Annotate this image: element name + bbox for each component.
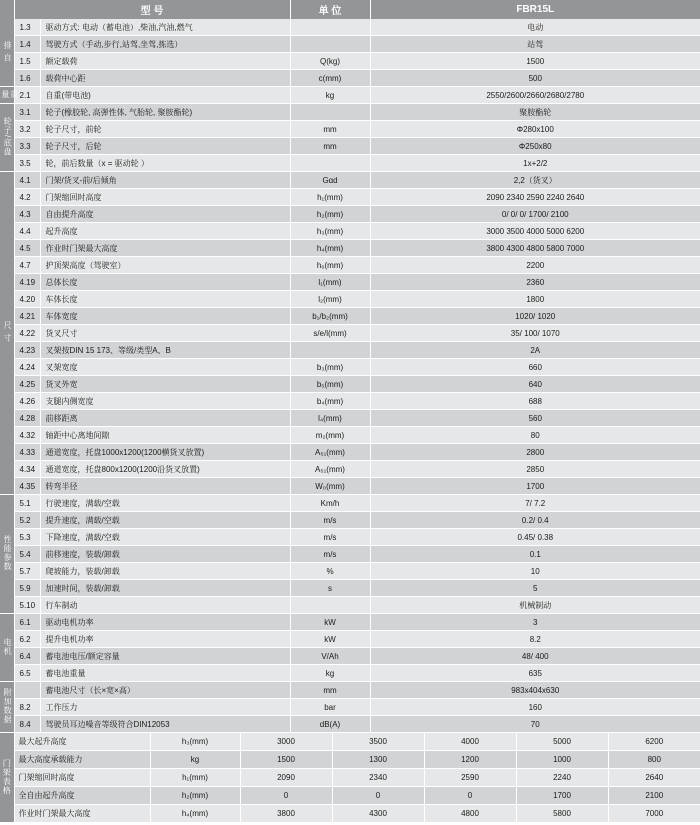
row-number: 4.21 — [14, 308, 40, 325]
table-row — [0, 155, 700, 172]
row-unit: V/Ah — [290, 648, 370, 665]
row-unit: m₂(mm) — [290, 427, 370, 444]
row-unit: m/s — [290, 546, 370, 563]
row-description: 作业时门架最大高度 — [40, 240, 290, 257]
row-description: 前移距离 — [40, 410, 290, 427]
mast-row-value: 6200 — [608, 733, 700, 751]
mast-row-value: 4000 — [424, 733, 516, 751]
mast-row-value: 2590 — [424, 769, 516, 787]
mast-table — [0, 733, 700, 823]
table-row — [0, 206, 700, 223]
row-description: 货叉尺寸 — [40, 325, 290, 342]
mast-row-unit: h₃(mm) — [150, 733, 240, 751]
row-number: 4.23 — [14, 342, 40, 359]
row-description: 自重(带电池) — [40, 87, 290, 104]
side-label-dimensions: 尺 寸 — [0, 172, 14, 495]
row-unit: l₁(mm) — [290, 274, 370, 291]
mast-table-row — [0, 733, 700, 751]
mast-row-value: 2340 — [332, 769, 424, 787]
side-label-weight2: 重量 — [0, 87, 14, 104]
header-unit: 单 位 — [290, 0, 370, 19]
row-value: 640 — [370, 376, 700, 393]
row-number: 3.5 — [14, 155, 40, 172]
row-value: 688 — [370, 393, 700, 410]
table-row — [0, 410, 700, 427]
row-value: 2090 2340 2590 2240 2640 — [370, 189, 700, 206]
row-number: 6.2 — [14, 631, 40, 648]
row-value: 80 — [370, 427, 700, 444]
row-unit: b₄(mm) — [290, 393, 370, 410]
row-value: 3000 3500 4000 5000 6200 — [370, 223, 700, 240]
row-description: 叉架按DIN 15 173、等级/类型A、B — [40, 342, 290, 359]
row-value: 0.45/ 0.38 — [370, 529, 700, 546]
row-unit: h₆(mm) — [290, 257, 370, 274]
table-row — [0, 87, 700, 104]
row-unit: kg — [290, 665, 370, 682]
row-number: 4.3 — [14, 206, 40, 223]
row-description: 蓄电池重量 — [40, 665, 290, 682]
row-unit: % — [290, 563, 370, 580]
row-description: 蓄电池尺寸（长×宽×高） — [40, 682, 290, 699]
table-row — [0, 53, 700, 70]
table-row — [0, 665, 700, 682]
row-number: 4.4 — [14, 223, 40, 240]
table-row — [0, 325, 700, 342]
row-value: 机械制动 — [370, 597, 700, 614]
row-unit — [290, 19, 370, 36]
row-number: 4.22 — [14, 325, 40, 342]
row-number: 4.5 — [14, 240, 40, 257]
row-number: 4.20 — [14, 291, 40, 308]
row-value: 500 — [370, 70, 700, 87]
table-row — [0, 104, 700, 121]
row-description: 驾驶员耳边噪音等级符合DIN12053 — [40, 716, 290, 733]
row-description: 行驶速度，满载/空载 — [40, 495, 290, 512]
row-number: 4.24 — [14, 359, 40, 376]
row-description: 轮子(橡胶轮, 高弹性体, 气胎轮, 聚胺酯轮) — [40, 104, 290, 121]
table-row — [0, 36, 700, 53]
mast-table-row — [0, 805, 700, 823]
mast-table-row — [0, 787, 700, 805]
mast-row-value: 1500 — [240, 751, 332, 769]
row-unit: h₃(mm) — [290, 223, 370, 240]
row-value: 3800 4300 4800 5800 7000 — [370, 240, 700, 257]
mast-row-value: 4300 — [332, 805, 424, 823]
row-unit — [290, 155, 370, 172]
row-unit — [290, 597, 370, 614]
row-value: 1700 — [370, 478, 700, 495]
row-number: 6.5 — [14, 665, 40, 682]
row-unit: c(mm) — [290, 70, 370, 87]
row-value: 660 — [370, 359, 700, 376]
mast-row-value: 0 — [240, 787, 332, 805]
row-value: 2850 — [370, 461, 700, 478]
row-value: 8.2 — [370, 631, 700, 648]
row-value: 983x404x630 — [370, 682, 700, 699]
row-number — [14, 682, 40, 699]
row-unit: mm — [290, 121, 370, 138]
side-label-bottom: 门架表格 — [0, 733, 14, 823]
mast-row-value: 800 — [608, 751, 700, 769]
table-row — [0, 19, 700, 36]
row-number: 5.10 — [14, 597, 40, 614]
row-description: 行车制动 — [40, 597, 290, 614]
row-description: 轮子尺寸，后轮 — [40, 138, 290, 155]
mast-row-value: 0 — [332, 787, 424, 805]
row-value: Φ250x80 — [370, 138, 700, 155]
row-description: 爬坡能力，装载/卸载 — [40, 563, 290, 580]
mast-row-value: 1200 — [424, 751, 516, 769]
row-unit: m/s — [290, 529, 370, 546]
row-unit: b₁/b₂(mm) — [290, 308, 370, 325]
row-description: 驱动电机功率 — [40, 614, 290, 631]
row-number: 4.33 — [14, 444, 40, 461]
table-row — [0, 257, 700, 274]
mast-row-value: 2100 — [608, 787, 700, 805]
row-unit: h₁(mm) — [290, 189, 370, 206]
table-row — [0, 631, 700, 648]
row-number: 3.1 — [14, 104, 40, 121]
row-value: 160 — [370, 699, 700, 716]
row-unit: A₅₁(mm) — [290, 444, 370, 461]
row-description: 货叉外宽 — [40, 376, 290, 393]
row-number: 6.4 — [14, 648, 40, 665]
header-corner — [0, 0, 14, 19]
table-row — [0, 172, 700, 189]
mast-row-label: 作业时门架最大高度 — [14, 805, 150, 823]
row-unit: b₃(mm) — [290, 359, 370, 376]
table-row — [0, 274, 700, 291]
row-description: 载荷中心距 — [40, 70, 290, 87]
table-row — [0, 512, 700, 529]
row-number: 3.3 — [14, 138, 40, 155]
row-value: 3 — [370, 614, 700, 631]
mast-row-unit: kg — [150, 751, 240, 769]
row-number: 5.4 — [14, 546, 40, 563]
row-value: 电动 — [370, 19, 700, 36]
row-number: 4.19 — [14, 274, 40, 291]
row-description: 提升速度，满载/空载 — [40, 512, 290, 529]
row-value: 48/ 400 — [370, 648, 700, 665]
row-value: 2550/2600/2660/2680/2780 — [370, 87, 700, 104]
row-description: 轮子尺寸，前轮 — [40, 121, 290, 138]
row-description: 前移速度，装载/卸载 — [40, 546, 290, 563]
row-number: 5.9 — [14, 580, 40, 597]
row-number: 4.7 — [14, 257, 40, 274]
mast-row-label: 全自由起升高度 — [14, 787, 150, 805]
row-unit — [290, 36, 370, 53]
table-row — [0, 308, 700, 325]
row-unit: h₂(mm) — [290, 206, 370, 223]
row-value: 1020/ 1020 — [370, 308, 700, 325]
row-number: 6.1 — [14, 614, 40, 631]
row-value: 2,2（货叉） — [370, 172, 700, 189]
row-unit: s — [290, 580, 370, 597]
row-number: 3.2 — [14, 121, 40, 138]
row-description: 下降速度，满载/空载 — [40, 529, 290, 546]
row-description: 叉架宽度 — [40, 359, 290, 376]
table-row — [0, 461, 700, 478]
row-value: 0/ 0/ 0/ 1700/ 2100 — [370, 206, 700, 223]
mast-row-unit: h₁(mm) — [150, 769, 240, 787]
row-value: 1x+2/2 — [370, 155, 700, 172]
mast-row-value: 3500 — [332, 733, 424, 751]
mast-row-label: 最大高度承载能力 — [14, 751, 150, 769]
table-row — [0, 563, 700, 580]
mast-row-value: 1700 — [516, 787, 608, 805]
table-row — [0, 359, 700, 376]
table-row — [0, 648, 700, 665]
row-unit — [290, 342, 370, 359]
row-unit: s/e/l(mm) — [290, 325, 370, 342]
row-unit: mm — [290, 138, 370, 155]
row-unit: l₄(mm) — [290, 410, 370, 427]
table-row — [0, 121, 700, 138]
row-value: Φ280x100 — [370, 121, 700, 138]
row-description: 蓄电池电压/额定容量 — [40, 648, 290, 665]
table-row — [0, 291, 700, 308]
row-number: 4.28 — [14, 410, 40, 427]
table-row — [0, 444, 700, 461]
row-value: 0.2/ 0.4 — [370, 512, 700, 529]
row-unit: Gɑd — [290, 172, 370, 189]
row-description: 护顶架高度（驾驶室） — [40, 257, 290, 274]
row-unit: m/s — [290, 512, 370, 529]
side-label-extra: 附加数据 — [0, 682, 14, 733]
table-row — [0, 70, 700, 87]
row-value: 5 — [370, 580, 700, 597]
mast-table-row — [0, 751, 700, 769]
mast-row-value: 2640 — [608, 769, 700, 787]
row-value: 560 — [370, 410, 700, 427]
row-unit: Km/h — [290, 495, 370, 512]
row-number: 2.1 — [14, 87, 40, 104]
row-number: 4.25 — [14, 376, 40, 393]
row-value: 635 — [370, 665, 700, 682]
table-row — [0, 580, 700, 597]
row-unit: mm — [290, 682, 370, 699]
row-value: 2360 — [370, 274, 700, 291]
row-unit: kW — [290, 631, 370, 648]
table-row — [0, 240, 700, 257]
row-number: 4.32 — [14, 427, 40, 444]
row-description: 驾驶方式（手动,步行,站驾,坐驾,拣选） — [40, 36, 290, 53]
side-label-performance: 性能参数 — [0, 495, 14, 614]
row-number: 5.3 — [14, 529, 40, 546]
row-unit: kW — [290, 614, 370, 631]
row-value: 2800 — [370, 444, 700, 461]
mast-row-unit: h₄(mm) — [150, 805, 240, 823]
row-description: 轮，前后数量（x = 驱动轮 ） — [40, 155, 290, 172]
row-number: 8.2 — [14, 699, 40, 716]
table-row — [0, 682, 700, 699]
row-number: 4.35 — [14, 478, 40, 495]
table-row — [0, 546, 700, 563]
side-label-motor: 电机 — [0, 614, 14, 682]
row-value: 聚胺酯轮 — [370, 104, 700, 121]
mast-table-row — [0, 769, 700, 787]
mast-row-value: 1300 — [332, 751, 424, 769]
row-value: 站驾 — [370, 36, 700, 53]
mast-row-value: 3000 — [240, 733, 332, 751]
mast-row-value: 2090 — [240, 769, 332, 787]
row-unit: b₅(mm) — [290, 376, 370, 393]
side-label-wheels: 轮子/底盘 — [0, 104, 14, 172]
row-unit: l₂(mm) — [290, 291, 370, 308]
row-description: 通道宽度，托盘1000x1200(1200横货叉放置) — [40, 444, 290, 461]
row-value: 70 — [370, 716, 700, 733]
table-row — [0, 478, 700, 495]
mast-row-value: 5800 — [516, 805, 608, 823]
table-row — [0, 342, 700, 359]
row-description: 车体宽度 — [40, 308, 290, 325]
mast-row-value: 7000 — [608, 805, 700, 823]
row-description: 提升电机功率 — [40, 631, 290, 648]
row-description: 起升高度 — [40, 223, 290, 240]
side-label-weight: 排 自 — [0, 19, 14, 87]
mast-row-value: 2240 — [516, 769, 608, 787]
row-number: 1.3 — [14, 19, 40, 36]
row-description: 转弯半径 — [40, 478, 290, 495]
mast-row-unit: h₂(mm) — [150, 787, 240, 805]
table-row — [0, 614, 700, 631]
row-number: 4.2 — [14, 189, 40, 206]
row-value: 0.1 — [370, 546, 700, 563]
row-number: 4.1 — [14, 172, 40, 189]
row-unit: kg — [290, 87, 370, 104]
row-value: 2A — [370, 342, 700, 359]
row-number: 4.26 — [14, 393, 40, 410]
row-number: 5.2 — [14, 512, 40, 529]
row-description: 加速时间，装载/卸载 — [40, 580, 290, 597]
table-row — [0, 376, 700, 393]
row-unit: A₅₁(mm) — [290, 461, 370, 478]
row-number: 1.4 — [14, 36, 40, 53]
table-row — [0, 223, 700, 240]
row-value: 7/ 7.2 — [370, 495, 700, 512]
row-unit: W₀(mm) — [290, 478, 370, 495]
row-unit: Q(kg) — [290, 53, 370, 70]
mast-row-value: 4800 — [424, 805, 516, 823]
row-value: 10 — [370, 563, 700, 580]
row-unit: bar — [290, 699, 370, 716]
mast-row-value: 5000 — [516, 733, 608, 751]
table-row — [0, 138, 700, 155]
mast-row-value: 3800 — [240, 805, 332, 823]
row-number: 1.6 — [14, 70, 40, 87]
row-number: 1.5 — [14, 53, 40, 70]
row-description: 支腿内侧宽度 — [40, 393, 290, 410]
table-header-row — [0, 0, 700, 19]
row-description: 门架缩回时高度 — [40, 189, 290, 206]
row-value: 1800 — [370, 291, 700, 308]
row-description: 通道宽度，托盘800x1200(1200沿货叉放置) — [40, 461, 290, 478]
mast-row-value: 1000 — [516, 751, 608, 769]
mast-row-label: 门架缩回时高度 — [14, 769, 150, 787]
row-description: 自由提升高度 — [40, 206, 290, 223]
row-description: 门架/货叉-前/后倾角 — [40, 172, 290, 189]
row-description: 总体长度 — [40, 274, 290, 291]
row-value: 2200 — [370, 257, 700, 274]
header-model: 型 号 — [14, 0, 290, 19]
row-value: 35/ 100/ 1070 — [370, 325, 700, 342]
mast-row-value: 0 — [424, 787, 516, 805]
row-number: 4.34 — [14, 461, 40, 478]
mast-row-label: 最大起升高度 — [14, 733, 150, 751]
table-row — [0, 393, 700, 410]
row-description: 工作压力 — [40, 699, 290, 716]
table-row — [0, 495, 700, 512]
row-description: 驱动方式: 电动（蓄电池）,柴油,汽油,燃气 — [40, 19, 290, 36]
table-row — [0, 597, 700, 614]
row-description: 额定载荷 — [40, 53, 290, 70]
table-row — [0, 189, 700, 206]
row-unit: h₄(mm) — [290, 240, 370, 257]
header-value: FBR15L — [370, 0, 700, 19]
row-value: 1500 — [370, 53, 700, 70]
row-description: 轴距中心离地间隙 — [40, 427, 290, 444]
row-number: 5.7 — [14, 563, 40, 580]
row-number: 8.4 — [14, 716, 40, 733]
table-row — [0, 699, 700, 716]
row-number: 5.1 — [14, 495, 40, 512]
row-unit — [290, 104, 370, 121]
row-description: 车体长度 — [40, 291, 290, 308]
table-row — [0, 529, 700, 546]
table-row — [0, 716, 700, 733]
table-row — [0, 427, 700, 444]
row-unit: dB(A) — [290, 716, 370, 733]
